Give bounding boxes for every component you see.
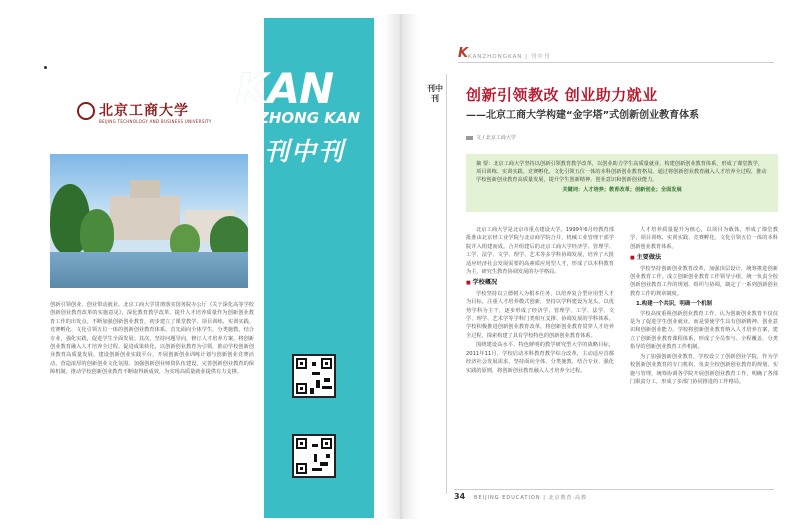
- paragraph: 学校高度重视创新创业教育工作，认为创新创业教育不仅仅是为了促进学生创业就业，而是要使学生具有创新精神、创业意识和创新创业能力。学校将创新创业教育纳入人才培养方案，建立了创新创业教育课程体系，形成了全员参与、全程覆盖、分类指导的创新创业教育工作机制。: [630, 310, 778, 351]
- footer-divider: [454, 489, 774, 490]
- paragraph: 人才培养质量提升为核心，以项目为载体，形成了课堂教学、项目训练、实训实践、竞赛孵化、文化引领五位一体的本科创新创业教育体系。: [630, 227, 778, 250]
- right-page: [418, 14, 790, 519]
- side-label: 刊中刊: [427, 84, 443, 103]
- abstract-box: [466, 154, 778, 212]
- page-gutter: [384, 14, 418, 519]
- article-subtitle: ——北京工商大学构建“金字塔”式创新创业教育体系: [466, 110, 700, 121]
- column-1: [466, 226, 614, 376]
- header-text: KANZHONGKAN | 刊中刊: [468, 54, 551, 60]
- seal-icon: [77, 102, 95, 120]
- section-heading: ■ 学校概况: [466, 279, 614, 287]
- footer-text: BEIJING EDUCATION | 北京教育·高教: [474, 495, 588, 501]
- logo-en-text: BEIJING TECHNOLOGY AND BUSINESS UNIVERSITY: [99, 119, 212, 124]
- column-2: [630, 226, 778, 387]
- kan-cn-title: 刊中刊: [264, 137, 346, 166]
- dot-mark: [44, 66, 47, 69]
- paragraph: 为了加强创新创业教育，学校设立了创新创业学院，作为学校创新创业教育的专门机构，负责全校创新创业教育的规划、实施与管理，统筹协调各学院开展创新创业教育工作，明确了各部门职责分工，形成了多部门协同推进的工作格局。: [630, 353, 778, 385]
- logo-cn-text: 北京工商大学: [99, 103, 189, 119]
- side-divider: [446, 74, 447, 494]
- kan-subtitle: ZHONG KAN: [258, 109, 361, 127]
- article-byline: 文 / 北京工商大学: [466, 134, 516, 141]
- kan-title: KAN: [236, 64, 334, 113]
- keywords: 关键词：人才培养；教育改革；创新创业；全面发展: [562, 187, 682, 193]
- header-k-logo: K: [458, 46, 469, 61]
- subsection-heading: 1.构建一个共识，明确一个机制: [636, 301, 712, 308]
- left-body-text: 创新引领创业、创业带动就业。北京工商大学贯彻落实国务院办公厅《关于深化高等学校创新创业教育改革的实施意见》，深化教育教学改革，提升人才培养质量作为创新创业教育工作的出发点。不断加强创新创业教育，初步建立了课堂教学、项目训练、实训实践、竞赛孵化、文化引领五位一体的创新创业教育体系。首先面向全体学生，分类施教，结合专业，强化实践，促进学生全面发展；其次，坚持问题导向，修订人才培养方案，将创新创业教育融入人才培养全过程。促进成果转化，以创新创业教育为引领，推动学校创新创业教育高质量发展。建设创新创业实践平台，开展创新创业训练计划与创新创业竞赛活动，营造浓厚的创新创业文化氛围。加强创新创业师资队伍建设，完善创新创业教育的保障机制，推动学校创新创业教育不断取得新成效，为实现高质量就业提供有力支撑。: [50, 302, 254, 376]
- paragraph: 学校坚持以立德树人为根本任务，以培养复合型应用型人才为目标，注重人才培养模式创新，坚持以学科建设为龙头，以优势学科为主干，逐步形成了经济学、管理学、工学、法学、文学、理学、艺术学等学科门类相互支撑、协调发展的学科体系。学校积极推进创新创业教育改革，将创新创业教育贯穿人才培养全过程，探索构建了具有学校特色的创新创业教育体系。: [466, 290, 614, 339]
- left-page: [14, 14, 384, 519]
- paragraph: 北京工商大学是北京市重点建设大学。1999年6月经教育部批准由北京轻工业学院与北京商学院合并，机械工业管理干部学院并入组建而成。合并组建后的北京工商大学经济学、管理学、工学、法学、文学、理学、艺术等多学科协调发展，培养了大批适应经济社会发展需要的高素质应用型人才，形成了以本科教育为主，研究生教育协调发展的办学格局。: [466, 227, 614, 276]
- paragraph: 围绕建设高水平、特色鲜明的教学研究型大学的战略目标，2011年11月，学校启动本科教育教学综合改革，主动适应首都经济社会发展需求，坚持面向全体、分类施教、结合专业、强化实践的原则，将创新创业教育融入人才培养全过程。: [466, 342, 614, 374]
- page-number: 34: [454, 492, 466, 501]
- header-divider: [458, 62, 774, 63]
- paragraph: 学校坚持创新创业教育改革，加强顶层设计，统筹推进创新创业教育工作。成立创新创业教育工作领导小组，统一负责全校创新创业教育工作的规划、组织与协调，制定了一系列创新创业教育工作的规章制度。: [630, 265, 778, 297]
- qr-code-icon: [292, 354, 336, 398]
- abstract-text: 摘 要：北京工商大学坚持以创新引领教育教学改革，以创业助力学生高质量就业，构建创新创业教育体系，形成了课堂教学、项目训练、实训实践、竞赛孵化、文化引领五位一体的本科创新创业教育格局。通过将创新创业教育融入人才培养全过程，推动学校创新创业教育高质量发展，提升学生创新精神、创业意识和创新创业能力。: [476, 161, 767, 183]
- section-heading: ■ 主要做法: [630, 254, 778, 262]
- university-logo: [77, 100, 222, 136]
- article-title: 创新引领教改 创业助力就业: [466, 86, 658, 104]
- qr-code-icon: [292, 434, 336, 478]
- campus-photo: [50, 154, 248, 288]
